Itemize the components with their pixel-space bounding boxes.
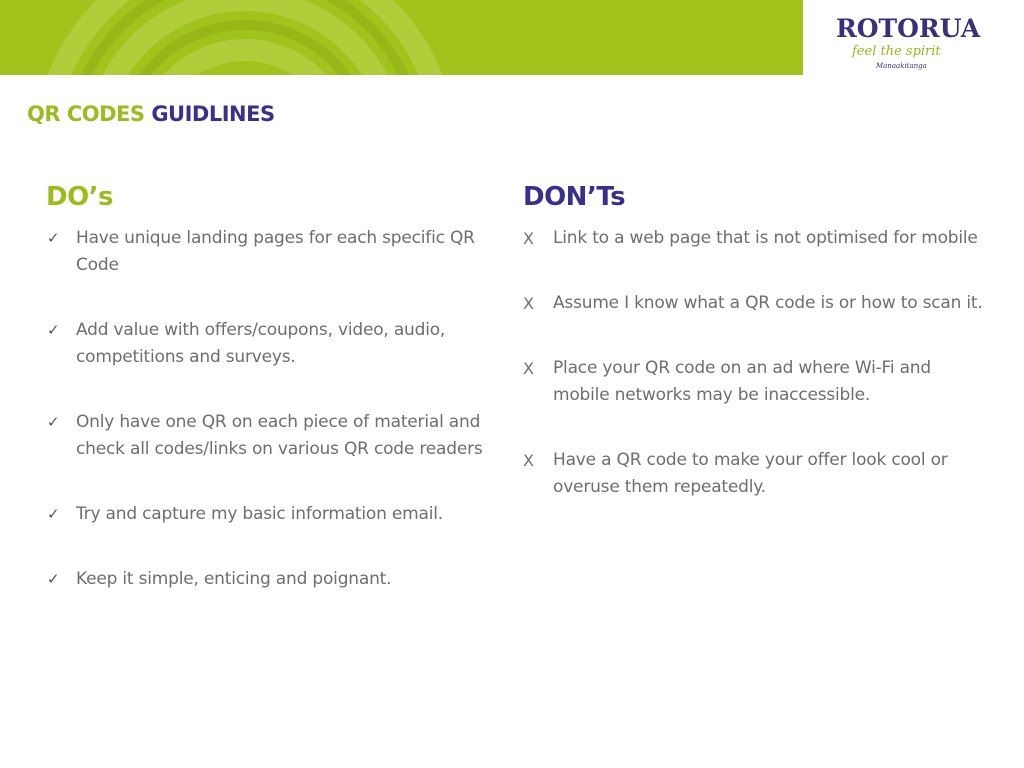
dos-item: [46, 409, 496, 463]
logo-wordmark: ROTORUA: [836, 14, 981, 43]
donts-column: [523, 178, 983, 539]
dos-item-text: Try and capture my basic information email.: [76, 504, 443, 524]
donts-item-text: Assume I know what a QR code is or how to scan it.: [553, 293, 983, 313]
dos-item: [46, 501, 496, 528]
title-part-2: GUIDLINES: [151, 102, 275, 126]
x-marker: X: [523, 229, 534, 248]
check-icon: ✓: [47, 505, 60, 523]
dos-item-text: Have unique landing pages for each specific QR Code: [76, 228, 475, 275]
decorative-swirl-graphic: [0, 0, 803, 75]
x-marker: X: [523, 294, 534, 313]
dos-list: [46, 225, 496, 593]
rotorua-logo: [803, 0, 1024, 75]
dos-item: [46, 317, 496, 371]
dos-item: [46, 566, 496, 593]
dos-item-text: Only have one QR on each piece of material and check all codes/links on various QR code readers: [76, 412, 483, 459]
donts-heading: DON’Ts: [523, 182, 626, 212]
title-part-1: QR CODES: [27, 102, 145, 126]
donts-item: [523, 225, 983, 252]
check-icon: ✓: [47, 413, 60, 431]
x-marker: X: [523, 359, 534, 378]
dos-item-text: Add value with offers/coupons, video, audio, competitions and surveys.: [76, 320, 446, 367]
donts-item: [523, 290, 983, 317]
header-banner: [0, 0, 803, 75]
logo-tagline: feel the spirit: [852, 44, 941, 59]
dos-heading: DO’s: [46, 182, 114, 212]
donts-item-text: Place your QR code on an ad where Wi-Fi and mobile networks may be inaccessible.: [553, 358, 931, 405]
x-marker: X: [523, 451, 534, 470]
donts-item: [523, 355, 983, 409]
dos-item: [46, 225, 496, 279]
logo-subtitle: Manaakitanga: [876, 62, 927, 70]
dos-column: [46, 178, 496, 631]
dos-item-text: Keep it simple, enticing and poignant.: [76, 569, 392, 589]
donts-list: [523, 225, 983, 501]
check-icon: ✓: [47, 229, 60, 247]
check-icon: ✓: [47, 321, 60, 339]
donts-item-text: Have a QR code to make your offer look cool or overuse them repeatedly.: [553, 450, 948, 497]
donts-item: [523, 447, 983, 501]
donts-item-text: Link to a web page that is not optimised for mobile: [553, 228, 978, 248]
check-icon: ✓: [47, 570, 60, 588]
page-title: [27, 102, 275, 126]
